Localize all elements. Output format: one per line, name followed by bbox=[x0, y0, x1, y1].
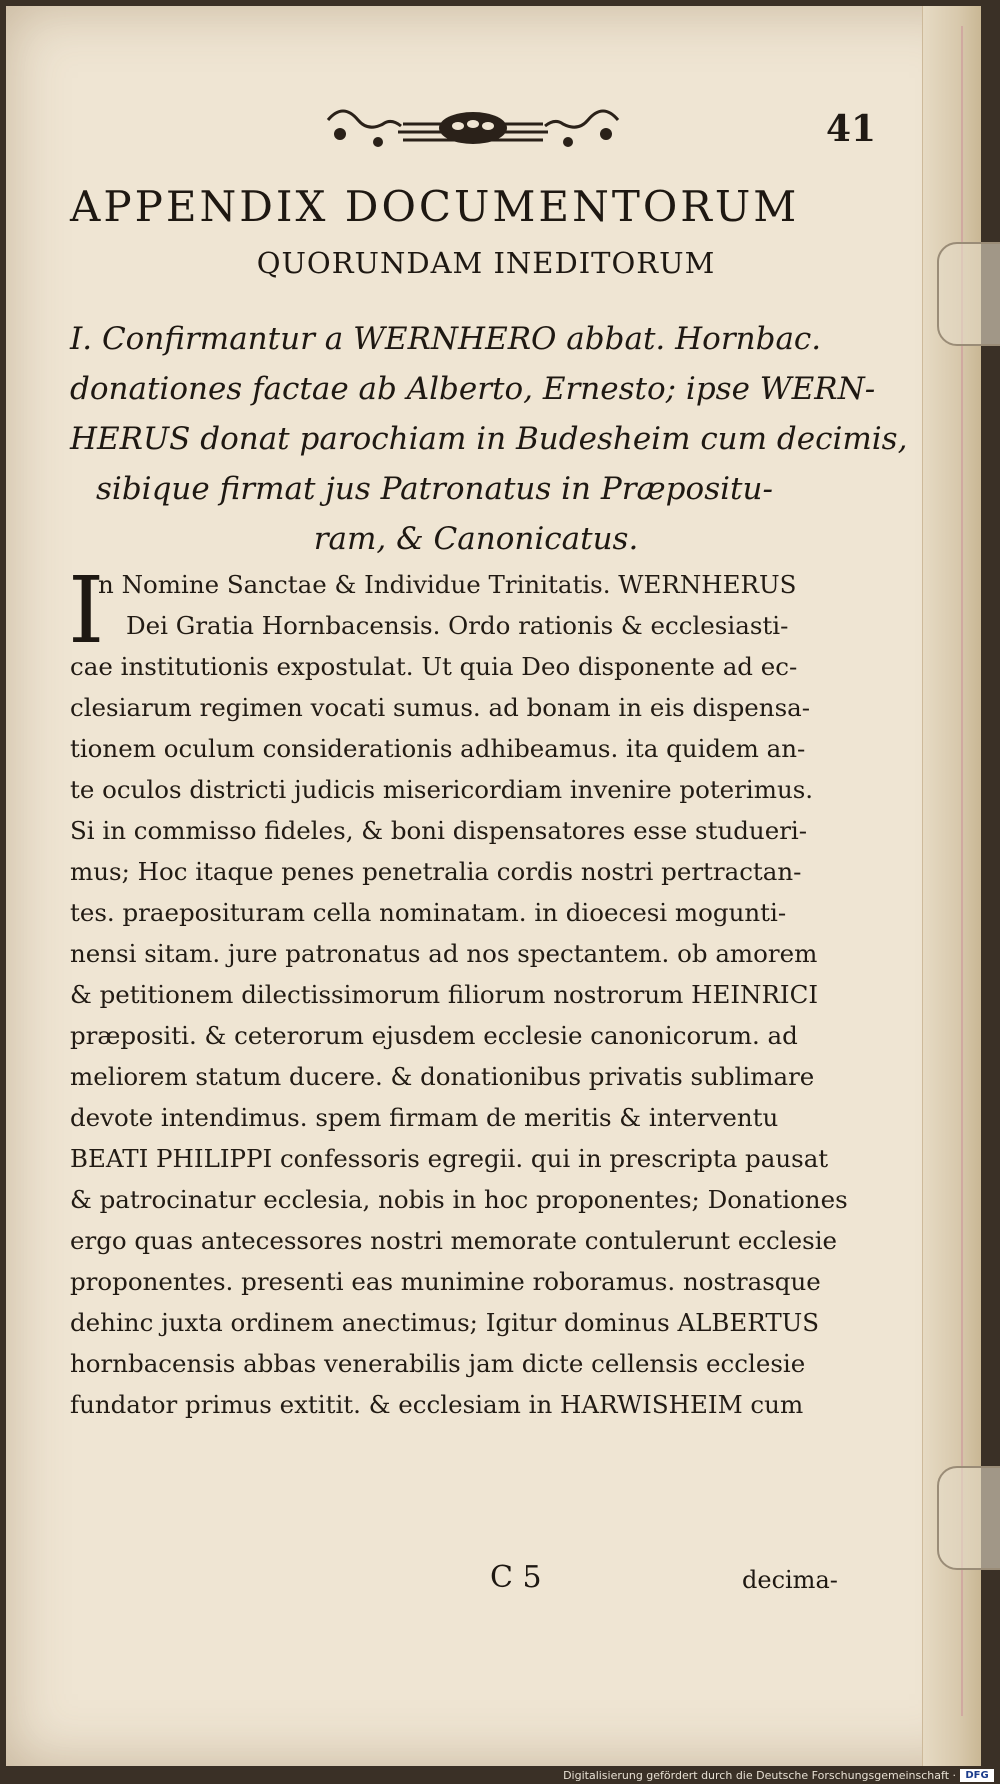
body-line: Dei Gratia Hornbacensis. Ordo rationis & ecclesiasti- bbox=[126, 611, 789, 640]
footer-credit: Digitalisierung gefördert durch die Deutsche Forschungsgemeinschaft · bbox=[563, 1769, 956, 1782]
heading-line: I. Confirmantur a WERNHERO abbat. Hornbac. bbox=[70, 321, 822, 357]
signature-mark: C 5 bbox=[490, 1560, 542, 1595]
body-line: tes. praeposituram cella nominatam. in dioecesi mogunti- bbox=[70, 898, 787, 927]
body-line: & petitionem dilectissimorum filiorum nostrorum HEINRICI bbox=[70, 980, 819, 1009]
body-line: dehinc juxta ordinem anectimus; Igitur dominus ALBERTUS bbox=[70, 1308, 820, 1337]
body-line: cae institutionis expostulat. Ut quia Deo disponente ad ec- bbox=[70, 652, 798, 681]
heading-line: ram, & Canonicatus. bbox=[313, 521, 639, 557]
drop-cap: I bbox=[68, 557, 105, 664]
document-title: APPENDIX DOCUMENTORUM bbox=[70, 182, 800, 231]
body-line: te oculos districti judicis misericordiam invenire poterimus. bbox=[70, 775, 814, 804]
heading-line: donationes factae ab Alberto, Ernesto; ipse WERN- bbox=[70, 371, 876, 407]
body-line: devote intendimus. spem firmam de meritis & interventu bbox=[70, 1103, 779, 1132]
body-line: fundator primus extitit. & ecclesiam in HARWISHEIM cum bbox=[70, 1390, 804, 1419]
catchword: decima- bbox=[742, 1566, 838, 1594]
dfg-logo-icon: DFG bbox=[960, 1769, 994, 1782]
document-subtitle: QUORUNDAM INEDITORUM bbox=[256, 246, 716, 280]
page-number: 41 bbox=[826, 108, 877, 150]
footer-bar bbox=[0, 1766, 1000, 1784]
body-line: præpositi. & ceterorum ejusdem ecclesie canonicorum. ad bbox=[70, 1021, 798, 1050]
body-line: meliorem statum ducere. & donationibus privatis sublimare bbox=[70, 1062, 815, 1091]
body-line: hornbacensis abbas venerabilis jam dicte cellensis ecclesie bbox=[70, 1349, 806, 1378]
body-line: nensi sitam. jure patronatus ad nos spectantem. ob amorem bbox=[70, 939, 818, 968]
body-line: clesiarum regimen vocati sumus. ad bonam in eis dispensa- bbox=[70, 693, 811, 722]
heading-line: sibique firmat jus Patronatus in Præpositu- bbox=[96, 471, 773, 507]
heading-line: HERUS donat parochiam in Budesheim cum decimis, bbox=[70, 421, 908, 457]
body-line: tionem oculum considerationis adhibeamus. ita quidem an- bbox=[70, 734, 806, 763]
body-line: BEATI PHILIPPI confessoris egregii. qui in prescripta pausat bbox=[70, 1144, 829, 1173]
body-line: Si in commisso fideles, & boni dispensatores esse studueri- bbox=[70, 816, 808, 845]
body-line: ergo quas antecessores nostri memorate contulerunt ecclesie bbox=[70, 1226, 838, 1255]
page-clip-bottom bbox=[937, 1466, 1000, 1570]
page-clip-top bbox=[937, 242, 1000, 346]
body-line: proponentes. presenti eas munimine roboramus. nostrasque bbox=[70, 1267, 821, 1296]
header-ornament-icon bbox=[318, 98, 628, 158]
body-line: & patrocinatur ecclesia, nobis in hoc proponentes; Donationes bbox=[70, 1185, 848, 1214]
body-line: mus; Hoc itaque penes penetralia cordis nostri pertractan- bbox=[70, 857, 802, 886]
body-line: n Nomine Sanctae & Individue Trinitatis. WERNHERUS bbox=[98, 570, 797, 599]
